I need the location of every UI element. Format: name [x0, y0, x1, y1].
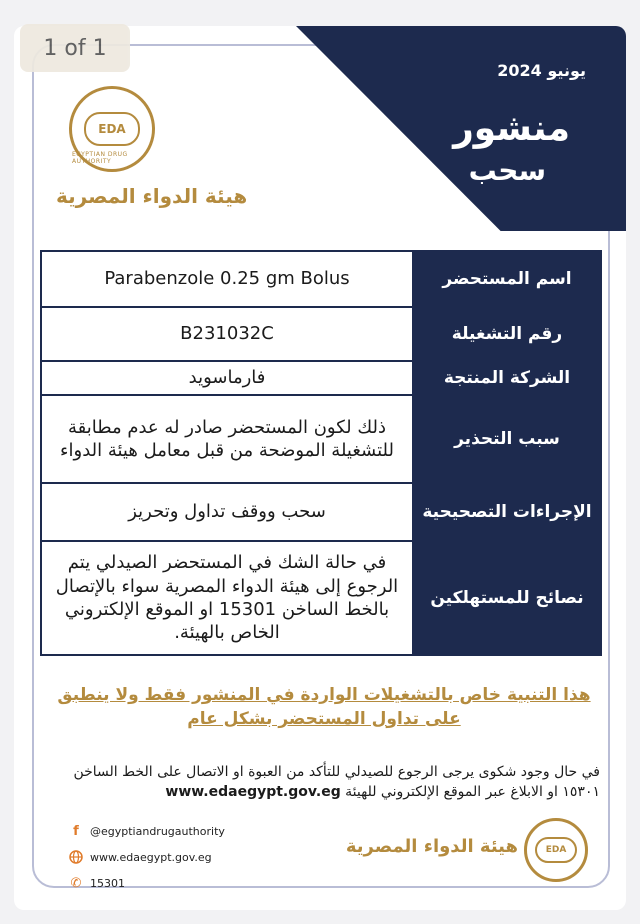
warning-reason-value: ذلك لكون المستحضر صادر له عدم مطابقة للتشغيلة الموضحة من قبل معامل هيئة الدواء [41, 395, 413, 483]
publication-date: يونيو 2024 [497, 61, 586, 80]
facebook-handle: @egyptiandrugauthority [90, 824, 225, 838]
complaint-text: في حال وجود شكوى يرجى الرجوع للصيدلي للتأكد من العبوة او الاتصال على الخط الساخن ١٥٣٠١ او الابلاغ عبر الموقع الإلكتروني للهيئة [73, 764, 600, 801]
table-row [41, 483, 601, 541]
complaint-instructions [44, 762, 600, 803]
product-info-table [40, 250, 602, 656]
corrective-actions-label: الإجراءات التصحيحية [413, 483, 601, 541]
corrective-actions-value: سحب ووقف تداول وتحريز [41, 483, 413, 541]
website-contact[interactable] [68, 844, 225, 870]
alert-sheet [14, 26, 626, 910]
footer-eda-logo [524, 818, 588, 882]
consumer-advice-value: في حالة الشك في المستحضر الصيدلي يتم الرجوع إلى هيئة الدواء المصرية سواء بالإتصال بالخط الساخن 15301 او الموقع الإلكتروني الخاص بالهيئة. [41, 541, 413, 655]
complaint-website-link[interactable]: www.edaegypt.gov.eg [165, 784, 341, 801]
authority-name: هيئة الدواء المصرية [56, 184, 248, 208]
consumer-advice-label: نصائح للمستهلكين [413, 541, 601, 655]
product-name-label: اسم المستحضر [413, 251, 601, 307]
manufacturer-value: فارماسويد [41, 361, 413, 395]
website-url: www.edaegypt.gov.eg [90, 850, 212, 864]
table-row [41, 541, 601, 655]
table-row [41, 307, 601, 361]
eda-logo [69, 86, 155, 172]
footer-eda-logo-text: EDA [535, 837, 577, 863]
table-row [41, 395, 601, 483]
warning-reason-label: سبب التحذير [413, 395, 601, 483]
batch-number-value: B231032C [41, 307, 413, 361]
hotline-number: 15301 [90, 876, 125, 890]
globe-icon [68, 849, 84, 865]
bulletin-title: منشور [453, 108, 570, 149]
facebook-contact[interactable] [68, 818, 225, 844]
eda-logo-arc: EGYPTIAN DRUG AUTHORITY [72, 151, 128, 165]
bulletin-type: سحب [468, 154, 546, 187]
product-name-value: Parabenzole 0.25 gm Bolus [41, 251, 413, 307]
table-row [41, 361, 601, 395]
batch-number-label: رقم التشغيلة [413, 307, 601, 361]
facebook-icon: f [73, 823, 79, 839]
hotline-contact[interactable] [68, 870, 225, 896]
batch-notice: هذا التنبية خاص بالتشغيلات الواردة في المنشور فقط ولا ينطبق على تداول المستحضر بشكل عام [57, 685, 591, 729]
eda-logo-text: EDA [84, 112, 140, 146]
page-indicator: 1 of 1 [20, 24, 130, 72]
footer-authority-name: هيئة الدواء المصرية [345, 836, 518, 857]
contact-info [68, 818, 225, 896]
table-row [41, 251, 601, 307]
manufacturer-label: الشركة المنتجة [413, 361, 601, 395]
phone-icon: ✆ [70, 875, 82, 891]
